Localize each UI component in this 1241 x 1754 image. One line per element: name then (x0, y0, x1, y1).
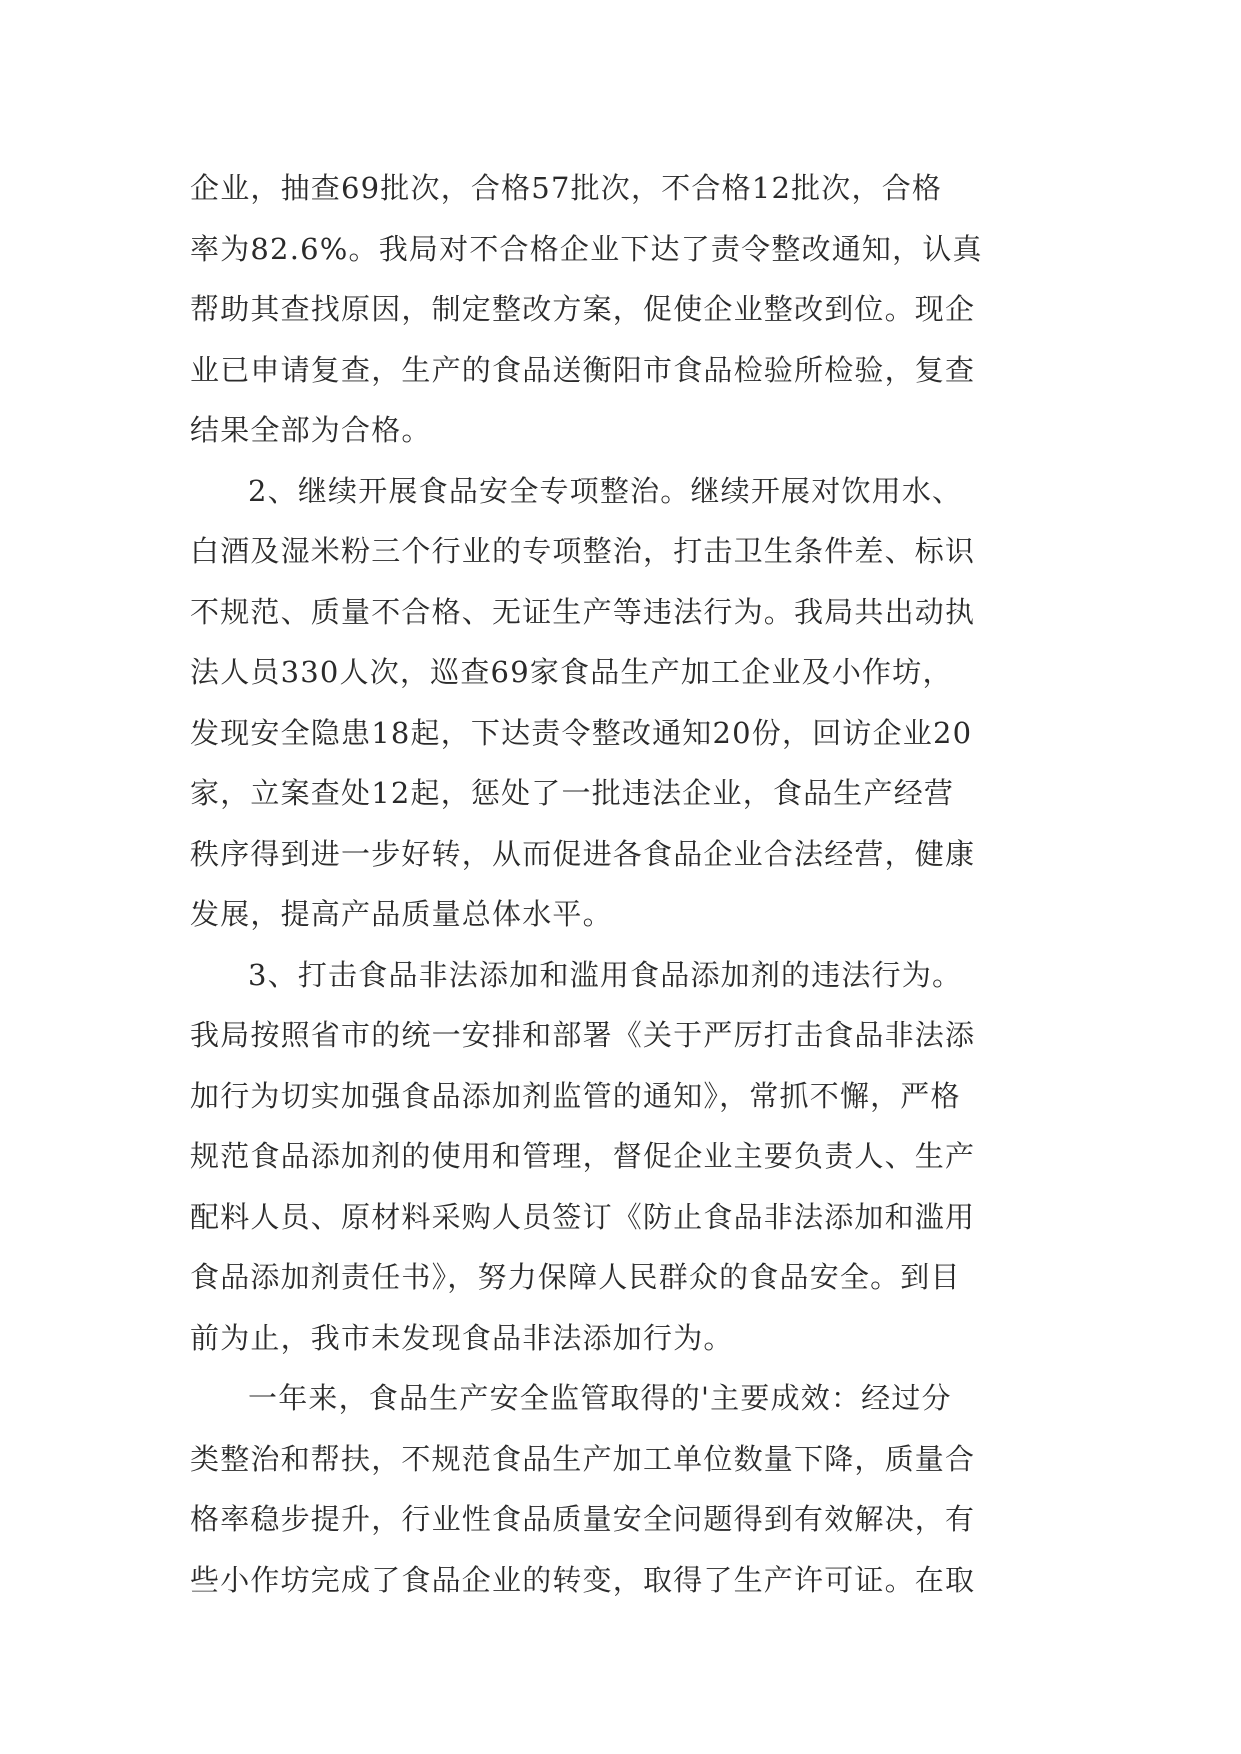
text-line: 秩序得到进一步好转，从而促进各食品企业合法经营，健康 (190, 836, 976, 871)
text-line: 发展，提高产品质量总体水平。 (190, 897, 613, 931)
text-line: 些小作坊完成了食品企业的转变，取得了生产许可证。在取 (190, 1562, 976, 1597)
text-line: 企业，抽查69批次，合格57批次，不合格12批次，合格 (190, 171, 943, 205)
text-line: 家，立案查处12起，惩处了一批违法企业，食品生产经营 (190, 776, 955, 810)
text-line: 帮助其查找原因，制定整改方案，促使企业整改到位。现企 (190, 292, 976, 326)
text-line: 我局按照省市的统一安排和部署《关于严厉打击食品非法添 (190, 1018, 976, 1052)
text-line: 配料人员、原材料采购人员签订《防止食品非法添加和滥用 (190, 1199, 976, 1234)
text-line: 一年来，食品生产安全监管取得的'主要成效：经过分 (248, 1381, 952, 1415)
text-line: 格率稳步提升，行业性食品质量安全问题得到有效解决，有 (190, 1502, 976, 1536)
text-line: 法人员330人次，巡查69家食品生产加工企业及小作坊， (190, 655, 953, 689)
text-line: 规范食品添加剂的使用和管理，督促企业主要负责人、生产 (190, 1139, 976, 1173)
text-line: 率为82.6%。我局对不合格企业下达了责令整改通知，认真 (190, 231, 983, 266)
text-line: 前为止，我市未发现食品非法添加行为。 (190, 1320, 734, 1355)
text-line: 发现安全隐患18起，下达责令整改通知20份，回访企业20 (190, 715, 973, 750)
text-line: 不规范、质量不合格、无证生产等违法行为。我局共出动执 (190, 594, 976, 629)
text-line: 白酒及湿米粉三个行业的专项整治，打击卫生条件差、标识 (190, 534, 976, 568)
text-line: 类整治和帮扶，不规范食品生产加工单位数量下降，质量合 (190, 1441, 976, 1476)
text-line: 结果全部为合格。 (190, 413, 432, 447)
text-line: 加行为切实加强食品添加剂监管的通知》，常抓不懈，严格 (190, 1078, 961, 1113)
text-line: 食品添加剂责任书》，努力保障人民群众的食品安全。到目 (190, 1260, 961, 1294)
document-body (190, 158, 1050, 1610)
text-line: 业已申请复查，生产的食品送衡阳市食品检验所检验，复查 (190, 352, 976, 387)
text-line: 3、打击食品非法添加和滥用食品添加剂的违法行为。 (248, 957, 963, 992)
text-line: 2、继续开展食品安全专项整治。继续开展对饮用水、 (248, 473, 963, 508)
